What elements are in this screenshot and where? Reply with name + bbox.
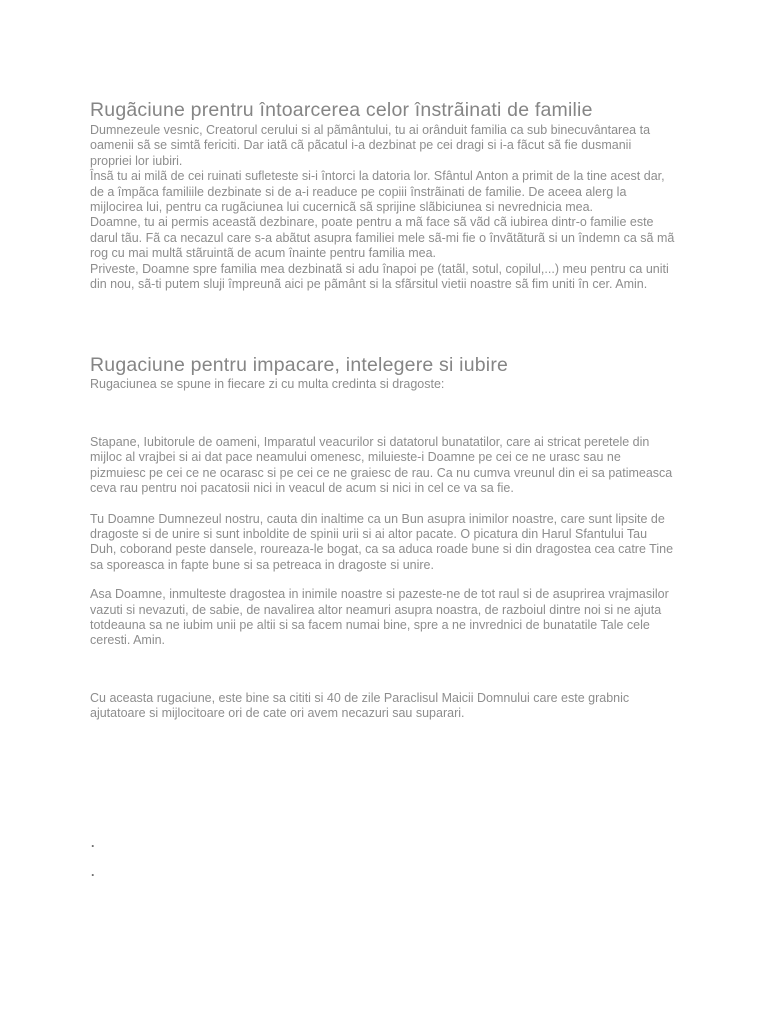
paragraph-line: sa sporeasca in fapte bune si sa petreaca in dragoste si unire. xyxy=(90,557,434,572)
paragraph-line: Stapane, Iubitorule de oameni, Imparatul veacurilor si datatorul bunatatilor, care ai stricat peretele din xyxy=(90,434,650,449)
paragraph-line: propriei lor iubiri. xyxy=(90,153,183,168)
paragraph-line: vazuti si nevazuti, de sabie, de navalirea altor neamuri asupra noastra, de razboiul dintre noi si ne ajuta xyxy=(90,602,662,617)
paragraph-line: darul tãu. Fã ca necazul care s-a abãtut asupra familiei mele sã-mi fie o învãtãturã si un îndemn ca sã mã xyxy=(90,230,675,245)
paragraph-line: rog cu mai multã stãruintã de acum înainte pentru familia mea. xyxy=(90,246,437,261)
paragraph-line: de a împãca familiile dezbinate si de a-i readuce pe copiii înstrãinati de familie. De aceea alerg la xyxy=(90,184,627,199)
paragraph-line: Tu Doamne Dumnezeul nostru, cauta din inaltime ca un Bun asupra inimilor noastre, care sunt lipsite de xyxy=(90,511,665,526)
trailing-dot: . xyxy=(91,865,95,879)
document-page xyxy=(90,99,730,722)
section2-paragraph-1 xyxy=(90,435,730,497)
section1-title: Rugãciune prentru întoarcerea celor înstrãinati de familie xyxy=(90,99,593,121)
paragraph-line: Doamne, tu ai permis aceastã dezbinare, poate pentru a mã face sã vãd cã iubirea dintr-o familie este xyxy=(90,215,654,230)
paragraph-line: Dumnezeule vesnic, Creatorul cerului si al pãmântului, tu ai orânduit familia ca sub binecuvântarea ta xyxy=(90,123,651,137)
paragraph-line: ceresti. Amin. xyxy=(90,633,166,648)
paragraph-line: Priveste, Doamne spre familia mea dezbinatã si adu înapoi pe (tatãl, sotul, copilul,...) meu pentru ca uniti xyxy=(90,261,669,276)
paragraph-line: mijlocirea lui, pentru ca rugãciunea lui cucernicã sã sprijine slãbiciunea si nevrednicia mea. xyxy=(90,200,594,215)
paragraph-line: ajutatoare si mijlocitoare ori de cate ori avem necazuri sau suparari. xyxy=(90,706,465,721)
paragraph-line: din nou, sã-ti putem sluji împreunã aici pe pãmânt si la sfãrsitul vietii noastre sã fim uniti în cer. Amin. xyxy=(90,277,648,292)
trailing-dot: . xyxy=(91,836,95,850)
section2-paragraph-3 xyxy=(90,587,730,649)
paragraph-line: oamenii sã se simtã fericiti. Dar iatã cã pãcatul i-a dezbinat pe cei dragi si i-a fãcut sã fie dusmanii xyxy=(90,138,632,153)
paragraph-line: mijloc al vrajbei si ai dat pace neamului omenesc, miluieste-i Doamne pe cei ce ne urasc sau ne xyxy=(90,450,621,465)
paragraph-line: Asa Doamne, inmulteste dragostea in inimile noastre si pazeste-ne de tot raul si de asuprirea vrajmasilor xyxy=(90,587,669,602)
paragraph-line: ceva rau pentru noi pacatosii nici in veacul de acum si nici in cel ce va sa fie. xyxy=(90,481,514,496)
section1-paragraph xyxy=(90,123,730,292)
section2-subtitle: Rugaciunea se spune in fiecare zi cu multa credinta si dragoste: xyxy=(90,377,445,392)
paragraph-line: Cu aceasta rugaciune, este bine sa cititi si 40 de zile Paraclisul Maicii Domnului care este grabnic xyxy=(90,690,630,705)
paragraph-line: totdeauna sa ne iubim unii pe altii si sa facem numai bine, spre a ne invrednici de bunatatile Tale cele xyxy=(90,617,650,632)
section2 xyxy=(90,354,730,721)
paragraph-line: dragoste si de unire si sunt inboldite de spinii urii si ai altor pacate. O picatura din Harul Sfantului Tau xyxy=(90,526,648,541)
paragraph-line: Însã tu ai milã de cei ruinati sufleteste si-i întorci la datoria lor. Sfântul Anton a primit de la tine acest dar, xyxy=(90,169,665,184)
section2-title: Rugaciune pentru impacare, intelegere si iubire xyxy=(90,354,509,377)
section2-paragraph-2 xyxy=(90,512,730,574)
paragraph-line: Duh, coborand peste dansele, roureaza-le bogat, ca sa aduca roade bune si din dragostea cea catre Tine xyxy=(90,542,674,557)
section2-paragraph-4 xyxy=(90,691,730,722)
paragraph-line: pizmuiesc pe cei ce ne ocarasc si pe cei ce ne graiesc de rau. Ca nu cumva vreunul din ei sa patimeasca xyxy=(90,465,673,480)
